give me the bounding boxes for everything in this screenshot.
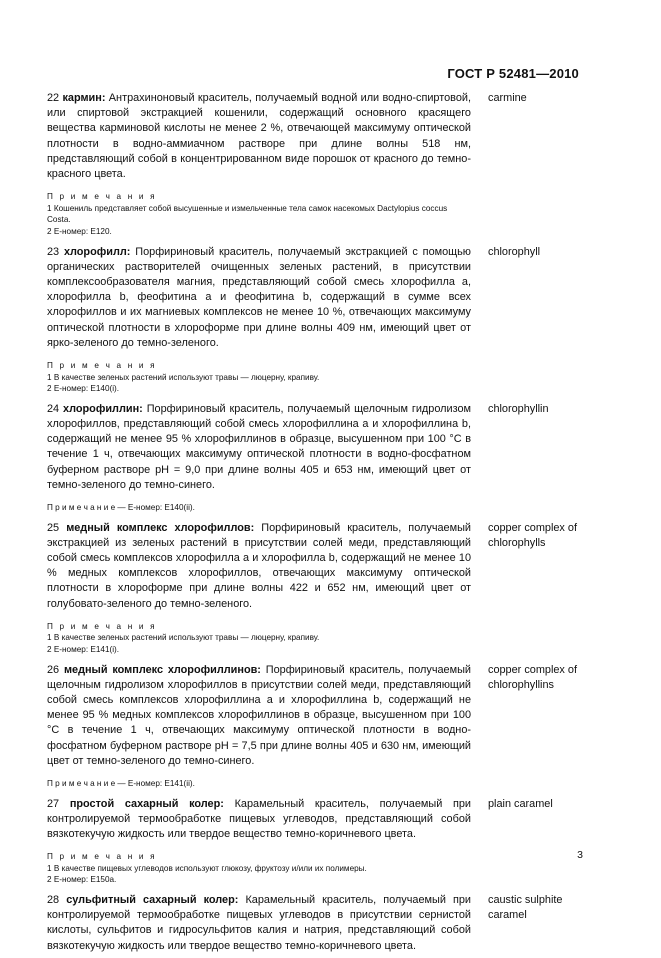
english-equivalent: plain caramel [488, 797, 553, 810]
term-definition: Порфириновый краситель, получаемый экстракцией из зеленых растений в присутствии солей меди, представляющий собой смесь комплексов хлорофилла a и хлорофилла b, содержащий не менее 10 % медных комплексов хлорофиллов, отвечающих максимуму оптической плотности в хлороформе при длине волны 422 и 652 нм, имеющий цвет от голубовато-зеленого до темно-зеленого. [47, 521, 472, 610]
english-equivalent: chlorophyll [488, 245, 541, 258]
page-number: 3 [577, 849, 583, 861]
document-header: ГОСТ Р 52481—2010 [447, 66, 579, 81]
term-number: 24 [47, 402, 60, 415]
term-entry-27 [47, 797, 587, 886]
notes-label: П р и м е ч а н и я [47, 621, 157, 631]
note-line: 2 Е-номер: Е141(i). [47, 645, 120, 655]
term-number: 23 [47, 245, 60, 258]
note-line: 2 Е-номер: Е140(i). [47, 384, 120, 394]
term-notes [47, 778, 471, 790]
term-number: 27 [47, 797, 60, 810]
term-name: медный комплекс хлорофиллов: [66, 521, 255, 534]
note-line: П р и м е ч а н и е — Е-номер: Е140(ii). [47, 503, 195, 513]
term-entry-28 [47, 893, 587, 954]
terms-list [47, 91, 587, 958]
term-definition: Карамельный краситель, получаемый при контролируемой термообработке пищевых углеводов, представляющий собой вязкотекучую жидкость или твердое вещество темно-коричневого цвета. [47, 797, 472, 841]
term-number: 26 [47, 663, 60, 676]
note-line: 1 Кошениль представляет собой высушенные и измельченные тела самок насекомых Dactylopius coccus Costa. [47, 203, 448, 225]
term-name: хлорофилл: [63, 245, 131, 258]
term-notes [47, 360, 471, 395]
term-notes [47, 191, 471, 237]
notes-label: П р и м е ч а н и я [47, 192, 157, 202]
note-line: П р и м е ч а н и е — Е-номер: Е141(ii). [47, 779, 195, 789]
note-line: 1 В качестве зеленых растений используют травы — люцерну, крапиву. [47, 633, 320, 643]
notes-label: П р и м е ч а н и я [47, 852, 157, 862]
term-notes [47, 502, 471, 514]
term-number: 25 [47, 521, 60, 534]
term-entry-22 [47, 91, 587, 238]
term-entry-26 [47, 663, 587, 790]
note-line: 2 Е-номер: Е150a. [47, 875, 117, 885]
term-notes [47, 851, 471, 886]
note-line: 1 В качестве пищевых углеводов используют глюкозу, фруктозу и/или их полимеры. [47, 863, 367, 873]
term-definition: Порфириновый краситель, получаемый щелочным гидролизом хлорофиллов, представляющий собой смесь хлорофиллина a и хлорофиллина b, содержащий не менее 95 % хлорофиллинов в образце, высушенном при 100 °С в течение 1 ч, отвечающих максимуму оптической плотности в водно-фосфатном буферном растворе pH = 9,0 при длине волны 405 и 653 нм, имеющий цвет от темно-зеленого до темно-синего. [47, 402, 471, 491]
note-line: 2 Е-номер: Е120. [47, 227, 112, 236]
term-number: 28 [47, 894, 60, 907]
term-definition: Порфириновый краситель, получаемый щелочным гидролизом хлорофиллов в присутствии солей меди, представляющий собой смесь комплексов хлорофиллина a и хлорофиллина b, содержащий не менее 95 % медных комплексов хлорофиллинов в образце, высушенном при 100 °С в течение 1 ч, отвечающих максимуму оптической плотности в водно-фосфатном буферном растворе pH = 7,5 при длине волны 405 и 630 нм, имеющий цвет от темно-зеленого до темно-синего. [47, 663, 472, 767]
term-entry-23 [47, 245, 587, 395]
term-entry-24 [47, 402, 587, 514]
note-line: 1 В качестве зеленых растений используют травы — люцерну, крапиву. [47, 372, 320, 382]
term-name: простой сахарный колер: [69, 797, 224, 810]
term-definition: Карамельный краситель, получаемый при контролируемой термообработке пищевых углеводов в присутствии сернистой кислоты, сульфитов и гидросульфитов калия и натрия, представляющий собой вязкотекучую жидкость или твердое вещество темно-коричневого цвета. [47, 894, 472, 952]
term-definition: Антрахиноновый краситель, получаемый водной или водно-спиртовой, или спиртовой экстракцией кошенили, содержащий основного красящего вещества карминовой кислоты не менее 2 %, отвечающей максимуму оптической плотности в водно-аммиачном растворе при длине волны 518 нм, представляющий собой в концентрированном виде порошок от красного до темно-красного цвета. [47, 92, 471, 181]
english-equivalent: caustic sulphite caramel [488, 894, 563, 922]
term-definition: Порфириновый краситель, получаемый экстракцией с помощью органических растворителей очищенных зеленых растений, в присутствии комплексообразователя магния, представляющий собой смесь хлорофилла a, хлорофилла b, феофитина a и феофитина b, содержащий в сумме всех хлорофиллов и их магниевых комплексов не менее 10 %, отвечающих максимуму оптической плотности в хлороформе при длине волны 409 нм, имеющий цвет от ярко-зеленого до темно-зеленого. [47, 245, 471, 349]
term-name: сульфитный сахарный колер: [66, 894, 239, 907]
term-name: медный комплекс хлорофиллинов: [63, 663, 261, 676]
term-entry-25 [47, 521, 587, 656]
term-notes [47, 621, 471, 656]
notes-label: П р и м е ч а н и я [47, 361, 157, 371]
english-equivalent: carmine [488, 92, 527, 104]
term-number: 22 [47, 92, 60, 104]
english-equivalent: chlorophyllin [488, 402, 549, 415]
english-equivalent: copper complex of chlorophylls [488, 521, 577, 549]
term-name: хлорофиллин: [63, 402, 143, 415]
term-name: кармин: [62, 92, 106, 104]
english-equivalent: copper complex of chlorophyllins [488, 663, 577, 691]
